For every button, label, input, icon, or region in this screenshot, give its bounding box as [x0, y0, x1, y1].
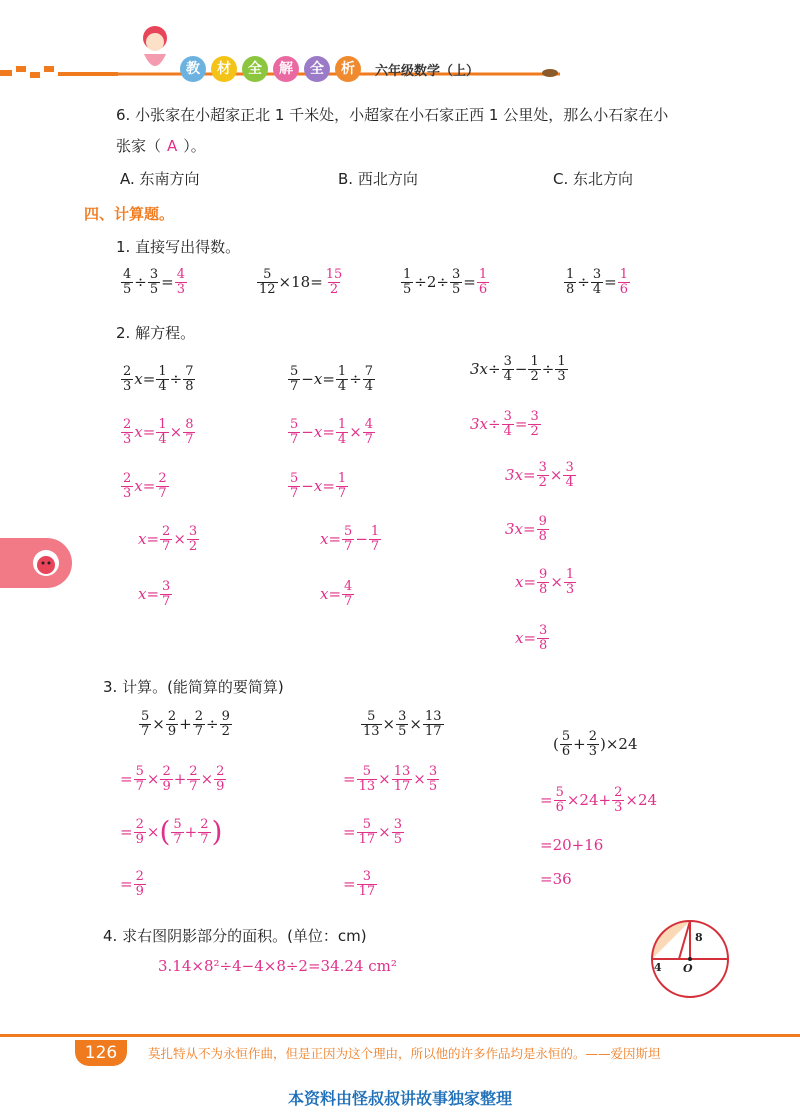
header-char: 解 [273, 56, 299, 82]
eq2-step4: x = $\frac{4}{7}$ [320, 579, 353, 609]
page-number: 126 [84, 1043, 118, 1063]
calc-b-step2: = $\frac{5}{17}$ × $\frac{3}{5}$ [343, 817, 402, 847]
header-char: 全 [242, 56, 268, 82]
eq1-step2: $\frac{2}{3}$ x = $\frac{2}{7}$ [123, 471, 167, 501]
q6-line2 [116, 135, 206, 156]
calc-a-step3: = $\frac{2}{9}$ [120, 869, 144, 899]
mascot-icon [130, 20, 180, 80]
side-tab [0, 538, 72, 588]
header-title [180, 56, 479, 82]
header-char: 析 [335, 56, 361, 82]
calc-b-step1: = $\frac{5}{13}$ × $\frac{13}{17}$ × $\frac{3}{5}$ [343, 764, 438, 794]
eq3-step5: x = $\frac{3}{8}$ [515, 623, 548, 653]
answer-fraction: $\frac{4}{3}$ [176, 267, 185, 297]
footer-quote: 莫扎特从不为永恒作曲，但是正因为这个理由，所以他的许多作品均是永恒的。——爱因斯坦 [148, 1046, 661, 1061]
eq1-step4: x = $\frac{3}{7}$ [138, 579, 171, 609]
answer-fraction: $\frac{1}{6}$ [619, 267, 628, 297]
eq3-question: 3x ÷ $\frac{3}{4}$ − $\frac{1}{2}$ ÷ $\frac{1}{3}$ [470, 354, 566, 384]
fraction: $\frac{3}{5}$ [451, 267, 461, 297]
fraction: $\frac{1}{5}$ [403, 267, 412, 297]
header-grade: 六年级数学（上） [375, 63, 480, 79]
answer-fraction: $\frac{15}{2}$ [325, 267, 343, 297]
calc-b-step3: = $\frac{3}{17}$ [343, 869, 376, 899]
part1-title: 1. 直接写出得数。 [116, 238, 241, 256]
eq2-question: $\frac{5}{7}$ − x = $\frac{1}{4}$ ÷ $\frac{7}{4}$ [290, 364, 374, 394]
calc-c-step2: =20+16 [540, 836, 604, 854]
footer-rule [0, 1034, 800, 1037]
part3-title: 3. 计算。(能简算的要简算) [103, 678, 284, 696]
cartoon-cat-icon [0, 538, 72, 588]
header-char: 教 [180, 56, 206, 82]
calc-c-question: ( $\frac{5}{6}$ + $\frac{2}{3}$ ) ×24 [553, 729, 638, 759]
header-char: 材 [211, 56, 237, 82]
fraction: $\frac{1}{8}$ [566, 267, 575, 297]
part4-title: 4. 求右图阴影部分的面积。(单位：cm) [103, 927, 367, 945]
fraction: $\frac{5}{12}$ [259, 267, 276, 297]
eq3-step1: 3x ÷ $\frac{3}{4}$ = $\frac{3}{2}$ [470, 409, 539, 439]
eq2-step1: $\frac{5}{7}$ − x = $\frac{1}{4}$ × $\frac{4}{7}$ [290, 417, 374, 447]
footer-credit: 本资料由怪叔叔讲故事独家整理 [287, 1089, 512, 1108]
p1-expr-3: $\frac{1}{5}$ ÷2÷ $\frac{3}{5}$ = $\frac{1}{6}$ [403, 267, 488, 297]
p1-expr-1: $\frac{4}{5}$ ÷ $\frac{3}{5}$ = $\frac{4}{3}$ [123, 267, 185, 297]
fig-label-8: 8 [695, 931, 703, 944]
eq1-step3: x = $\frac{2}{7}$ × $\frac{3}{2}$ [138, 524, 198, 554]
q6-line2-pre: 张家（ [116, 137, 162, 155]
eq3-step4: x = $\frac{9}{8}$ × $\frac{1}{3}$ [515, 567, 575, 597]
eq1-step1: $\frac{2}{3}$ x = $\frac{1}{4}$ × $\frac{8}{7}$ [123, 417, 194, 447]
page-number-tab [75, 1040, 127, 1066]
eq1-question: $\frac{2}{3}$ x = $\frac{1}{4}$ ÷ $\frac{7}{8}$ [123, 364, 194, 394]
eq3-step3: 3x = $\frac{9}{8}$ [505, 514, 547, 544]
section-title: 四、计算题。 [84, 205, 175, 223]
fig-label-o: O [683, 962, 693, 975]
calc-a-step1: = $\frac{5}{7}$ × $\frac{2}{9}$ + $\frac{2}{7}$ × $\frac{2}{9}$ [120, 764, 225, 794]
part2-title: 2. 解方程。 [116, 324, 196, 342]
eq2-step3: x = $\frac{5}{7}$ − $\frac{1}{7}$ [320, 524, 380, 554]
fraction: $\frac{3}{4}$ [592, 267, 602, 297]
header-char: 全 [304, 56, 330, 82]
fig-label-4: 4 [654, 961, 662, 974]
calc-c-step1: = $\frac{5}{6}$ ×24+ $\frac{2}{3}$ ×24 [540, 785, 658, 815]
calc-a-step2: = $\frac{2}{9}$ × ( $\frac{5}{7}$ + $\frac{2}{7}$ ) [120, 815, 223, 849]
q6-line1: 6. 小张家在小超家正北 1 千米处，小超家在小石家正西 1 公里处，那么小石家在小 [116, 106, 669, 124]
q6-option-a: A. 东南方向 [120, 170, 200, 188]
q6-option-b: B. 西北方向 [338, 170, 418, 188]
eq2-step2: $\frac{5}{7}$ − x = $\frac{1}{7}$ [290, 471, 347, 501]
fraction: $\frac{4}{5}$ [123, 267, 132, 297]
calc-b-question: $\frac{5}{13}$ × $\frac{3}{5}$ × $\frac{13}{17}$ [363, 709, 442, 739]
p1-expr-4: $\frac{1}{8}$ ÷ $\frac{3}{4}$ = $\frac{1}{6}$ [566, 267, 628, 297]
answer-fraction: $\frac{1}{6}$ [478, 267, 488, 297]
fraction: $\frac{3}{5}$ [149, 267, 159, 297]
circle-figure [645, 915, 735, 1005]
calc-a-question: $\frac{5}{7}$ × $\frac{2}{9}$ + $\frac{2}{7}$ ÷ $\frac{9}{2}$ [141, 709, 230, 739]
part4-answer: 3.14×8²÷4−4×8÷2=34.24 cm² [158, 957, 397, 975]
calc-c-step3: =36 [540, 870, 572, 888]
q6-line2-post: ）。 [183, 137, 206, 155]
q6-option-c: C. 东北方向 [553, 170, 634, 188]
p1-expr-2: $\frac{5}{12}$ ×18= $\frac{15}{2}$ [259, 267, 343, 297]
q6-answer: A [167, 136, 178, 155]
eq3-step2: 3x = $\frac{3}{2}$ × $\frac{3}{4}$ [505, 460, 574, 490]
